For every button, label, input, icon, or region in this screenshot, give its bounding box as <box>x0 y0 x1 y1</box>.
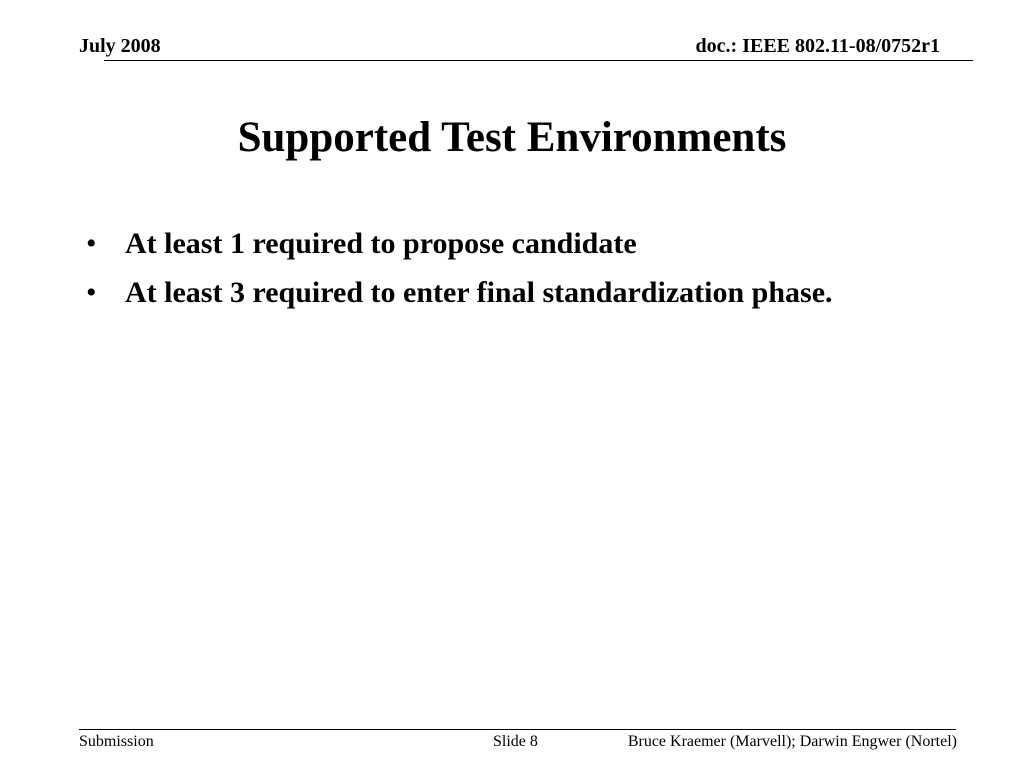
bullet-list <box>84 226 833 324</box>
slide-title: Supported Test Environments <box>237 114 787 161</box>
header-date: July 2008 <box>79 35 161 57</box>
header-divider <box>104 60 973 61</box>
bullet-dot-icon: • <box>86 276 97 309</box>
bullet-dot-icon: • <box>86 227 97 260</box>
bullet-text: At least 1 required to propose candidate <box>125 227 637 260</box>
bullet-text: At least 3 required to enter final standardization phase. <box>125 276 833 309</box>
bullet-item <box>84 275 833 311</box>
footer-submission: Submission <box>79 733 154 750</box>
footer-divider <box>79 729 956 730</box>
footer-slide-number: Slide 8 <box>493 733 538 750</box>
header-doc-id: doc.: IEEE 802.11-08/0752r1 <box>695 35 940 57</box>
footer-authors: Bruce Kraemer (Marvell); Darwin Engwer (Nortel) <box>627 733 957 750</box>
bullet-item <box>84 226 833 262</box>
